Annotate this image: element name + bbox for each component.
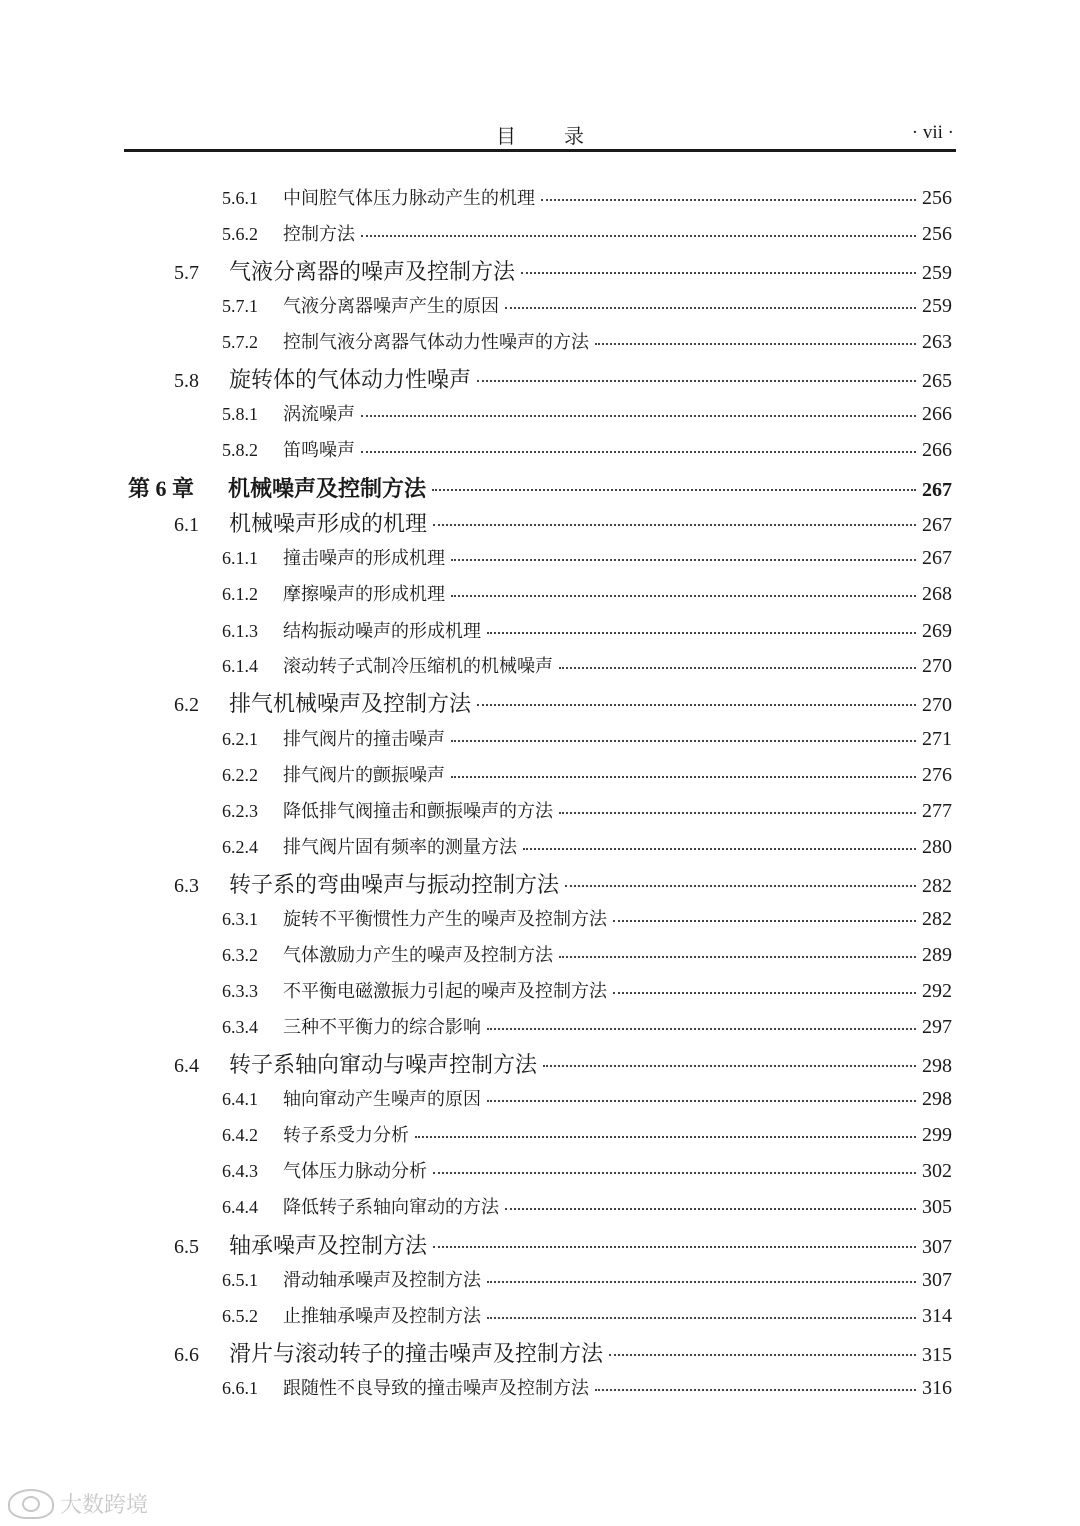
- toc-entry-page: 315: [922, 1344, 952, 1366]
- toc-entry-title: 转子系的弯曲噪声与振动控制方法: [229, 873, 560, 898]
- toc-entry-title: 转子系受力分析: [283, 1125, 409, 1146]
- toc-entry: [174, 1337, 952, 1368]
- toc-entry-number: 6.5.2: [222, 1306, 258, 1326]
- toc-entry: [174, 507, 952, 538]
- toc-entry-title: 跟随性不良导致的撞击噪声及控制方法: [283, 1378, 589, 1399]
- toc-entry-page: 256: [922, 223, 952, 245]
- toc-entry-title: 撞击噪声的形成机理: [283, 548, 445, 569]
- watermark-text: 大数跨境: [60, 1493, 149, 1518]
- toc-entry-number: 6.1.1: [222, 548, 258, 568]
- toc-entry: [222, 1157, 952, 1183]
- toc-leader-dots: [559, 955, 916, 958]
- toc-leader-dots: [505, 1207, 916, 1210]
- toc-leader-dots: [559, 666, 916, 669]
- toc-entry-title: 气体激励力产生的噪声及控制方法: [283, 945, 553, 966]
- toc-entry-number: 6.4.4: [222, 1197, 258, 1217]
- toc-entry-title: 滑动轴承噪声及控制方法: [283, 1270, 481, 1291]
- toc-entry: [222, 328, 952, 354]
- toc-entry-title: 气液分离器噪声产生的原因: [283, 296, 499, 317]
- toc-entry: [222, 652, 952, 678]
- toc-entry-page: 271: [922, 728, 952, 750]
- toc-entry-number: 6.5.1: [222, 1270, 258, 1290]
- toc-leader-dots: [415, 1135, 916, 1138]
- toc-entry-page: 266: [922, 439, 952, 461]
- toc-entry-number: 6.2.3: [222, 801, 258, 821]
- toc-entry-number: 5.6.1: [222, 188, 258, 208]
- toc-entry-title: 止推轴承噪声及控制方法: [283, 1306, 481, 1327]
- toc-entry-page: 259: [922, 262, 952, 284]
- toc-leader-dots: [613, 919, 916, 922]
- toc-entry: [222, 1193, 952, 1219]
- toc-entry-title: 涡流噪声: [283, 404, 355, 425]
- toc-leader-dots: [432, 488, 916, 491]
- toc-entry-page: 276: [922, 764, 952, 786]
- toc-entry: [222, 905, 952, 931]
- toc-entry-page: 267: [922, 514, 952, 536]
- toc-entry-number: 5.8.2: [222, 440, 258, 460]
- toc-entry-number: 6.3: [174, 875, 199, 897]
- toc-entry-number: 5.6.2: [222, 224, 258, 244]
- toc-entry-page: 269: [922, 620, 952, 642]
- toc-entry: [222, 1302, 952, 1328]
- toc-entry-title: 排气阀片的撞击噪声: [283, 729, 445, 750]
- toc-entry: [174, 1229, 952, 1260]
- header-page-number: · vii ·: [911, 122, 954, 143]
- toc-entry-number: 6.2: [174, 694, 199, 716]
- toc-entry-page: 298: [922, 1088, 952, 1110]
- toc-entry-title: 排气机械噪声及控制方法: [229, 692, 472, 717]
- toc-entry-page: 266: [922, 403, 952, 425]
- toc-leader-dots: [451, 739, 916, 742]
- toc-leader-dots: [487, 631, 916, 634]
- toc-leader-dots: [613, 991, 916, 994]
- toc-entry: [222, 725, 952, 751]
- toc-entry-number: 5.7.2: [222, 332, 258, 352]
- toc-entry-number: 6.2.2: [222, 765, 258, 785]
- toc-leader-dots: [595, 1388, 916, 1391]
- toc-entry: [222, 1266, 952, 1292]
- toc-entry-title: 滚动转子式制冷压缩机的机械噪声: [283, 656, 553, 677]
- toc-entry-number: 5.7: [174, 262, 199, 284]
- toc-entry-page: 270: [922, 655, 952, 677]
- toc-entry: [222, 1121, 952, 1147]
- toc-leader-dots: [361, 234, 916, 237]
- toc-entry: [174, 868, 952, 899]
- toc-entry: [222, 977, 952, 1003]
- toc-leader-dots: [433, 523, 916, 526]
- toc-leader-dots: [487, 1280, 916, 1283]
- toc-entry: [222, 761, 952, 787]
- toc-leader-dots: [559, 811, 916, 814]
- toc-entry-title: 旋转体的气体动力性噪声: [229, 368, 472, 393]
- toc-entry-title: 三种不平衡力的综合影响: [283, 1017, 481, 1038]
- toc-entry-number: 6.4.3: [222, 1161, 258, 1181]
- toc-leader-dots: [361, 414, 916, 417]
- toc-entry-page: 259: [922, 295, 952, 317]
- toc-entry-page: 297: [922, 1016, 952, 1038]
- toc-entry-number: 6.1.3: [222, 621, 258, 641]
- header-title: 目录: [496, 124, 632, 148]
- toc-entry: [222, 580, 952, 606]
- toc-entry-number: 6.3.3: [222, 981, 258, 1001]
- running-header: [124, 118, 956, 152]
- toc-entry-number: 6.2.4: [222, 837, 258, 857]
- toc-leader-dots: [505, 306, 916, 309]
- toc-entry: [222, 1013, 952, 1039]
- toc-entry-number: 6.1.2: [222, 584, 258, 604]
- toc-entry-title: 机械噪声及控制方法: [228, 476, 427, 502]
- toc-entry-number: 6.1: [174, 514, 199, 536]
- toc-entry-page: 267: [922, 547, 952, 569]
- toc-entry: [174, 687, 952, 718]
- toc-entry: [174, 1048, 952, 1079]
- toc-leader-dots: [433, 1245, 916, 1248]
- toc-entry-number: 6.6: [174, 1344, 199, 1366]
- toc-entry: [222, 941, 952, 967]
- toc-leader-dots: [609, 1353, 916, 1356]
- toc-leader-dots: [595, 342, 916, 345]
- toc-entry-title: 滑片与滚动转子的撞击噪声及控制方法: [229, 1342, 604, 1367]
- toc-leader-dots: [541, 198, 916, 201]
- toc-entry-number: 第 6 章: [128, 476, 195, 501]
- toc-entry-title: 控制方法: [283, 224, 355, 245]
- toc-leader-dots: [451, 594, 916, 597]
- toc-entry-number: 6.4.1: [222, 1089, 258, 1109]
- toc-entry-title: 转子系轴向窜动与噪声控制方法: [229, 1053, 538, 1078]
- toc-entry-title: 轴向窜动产生噪声的原因: [283, 1089, 481, 1110]
- toc-entry: [174, 363, 952, 394]
- toc-entry-number: 6.5: [174, 1236, 199, 1258]
- toc-entry-number: 5.8.1: [222, 404, 258, 424]
- watermark-logo-icon: [8, 1489, 54, 1519]
- toc-entry: [222, 184, 952, 210]
- toc-entry-title: 气液分离器的噪声及控制方法: [229, 260, 516, 285]
- toc-entry: [222, 1085, 952, 1111]
- toc-entry-page: 314: [922, 1305, 952, 1327]
- watermark: [8, 1488, 148, 1519]
- toc-entry-page: 302: [922, 1160, 952, 1182]
- toc-entry: [222, 544, 952, 570]
- toc-leader-dots: [477, 379, 916, 382]
- toc-entry-page: 256: [922, 187, 952, 209]
- toc-entry-number: 6.6.1: [222, 1378, 258, 1398]
- toc-entry: [222, 220, 952, 246]
- toc-entry-number: 6.4: [174, 1055, 199, 1077]
- toc-leader-dots: [477, 703, 916, 706]
- toc-leader-dots: [543, 1064, 916, 1067]
- toc-entry-number: 6.4.2: [222, 1125, 258, 1145]
- toc-entry: [128, 472, 952, 503]
- toc-entry-page: 316: [922, 1377, 952, 1399]
- toc-entry-page: 270: [922, 694, 952, 716]
- toc-entry-page: 282: [922, 908, 952, 930]
- toc-entry-title: 轴承噪声及控制方法: [229, 1234, 428, 1259]
- toc-entry: [174, 255, 952, 286]
- toc-entry: [222, 617, 952, 643]
- toc-leader-dots: [451, 558, 916, 561]
- toc-entry-title: 笛鸣噪声: [283, 440, 355, 461]
- toc-leader-dots: [521, 271, 916, 274]
- toc-entry-title: 气体压力脉动分析: [283, 1161, 427, 1182]
- toc-entry-page: 292: [922, 980, 952, 1002]
- toc-leader-dots: [361, 450, 916, 453]
- toc-entry-title: 降低排气阀撞击和颤振噪声的方法: [283, 801, 553, 822]
- toc-entry-page: 268: [922, 583, 952, 605]
- toc-entry-title: 控制气液分离器气体动力性噪声的方法: [283, 332, 589, 353]
- toc-entry-title: 机械噪声形成的机理: [229, 512, 428, 537]
- toc-entry-page: 265: [922, 370, 952, 392]
- toc-entry-number: 6.1.4: [222, 656, 258, 676]
- toc-entry-title: 排气阀片的颤振噪声: [283, 765, 445, 786]
- toc-entry-title: 中间腔气体压力脉动产生的机理: [283, 188, 535, 209]
- toc-leader-dots: [487, 1099, 916, 1102]
- toc-leader-dots: [451, 775, 916, 778]
- toc-entry: [222, 436, 952, 462]
- toc-leader-dots: [523, 847, 916, 850]
- toc-entry-title: 降低转子系轴向窜动的方法: [283, 1197, 499, 1218]
- toc-entry-title: 排气阀片固有频率的测量方法: [283, 837, 517, 858]
- header-rule: [124, 149, 956, 152]
- toc-entry-number: 6.3.4: [222, 1017, 258, 1037]
- toc-entry: [222, 400, 952, 426]
- toc-entry-number: 6.3.1: [222, 909, 258, 929]
- toc-entry-number: 6.2.1: [222, 729, 258, 749]
- toc-entry-page: 298: [922, 1055, 952, 1077]
- toc-entry-number: 5.7.1: [222, 296, 258, 316]
- toc-leader-dots: [487, 1316, 916, 1319]
- toc-entry-title: 旋转不平衡惯性力产生的噪声及控制方法: [283, 909, 607, 930]
- toc-entry-page: 263: [922, 331, 952, 353]
- toc-entry-page: 307: [922, 1269, 952, 1291]
- toc-leader-dots: [487, 1027, 916, 1030]
- toc-entry-page: 307: [922, 1236, 952, 1258]
- toc-entry: [222, 292, 952, 318]
- toc-entry-page: 299: [922, 1124, 952, 1146]
- toc-entry-number: 6.3.2: [222, 945, 258, 965]
- toc-entry-page: 267: [922, 479, 952, 501]
- toc-entry-page: 277: [922, 800, 952, 822]
- toc-entry: [222, 1374, 952, 1400]
- toc-entry-number: 5.8: [174, 370, 199, 392]
- toc-entry-page: 289: [922, 944, 952, 966]
- toc-entry-page: 305: [922, 1196, 952, 1218]
- toc-entry-page: 282: [922, 875, 952, 897]
- toc-entry-page: 280: [922, 836, 952, 858]
- toc-entry: [222, 833, 952, 859]
- toc-entry-title: 结构振动噪声的形成机理: [283, 621, 481, 642]
- toc-leader-dots: [433, 1171, 916, 1174]
- toc-leader-dots: [565, 884, 916, 887]
- toc-entry: [222, 797, 952, 823]
- toc-entry-title: 摩擦噪声的形成机理: [283, 584, 445, 605]
- toc-entry-title: 不平衡电磁激振力引起的噪声及控制方法: [283, 981, 607, 1002]
